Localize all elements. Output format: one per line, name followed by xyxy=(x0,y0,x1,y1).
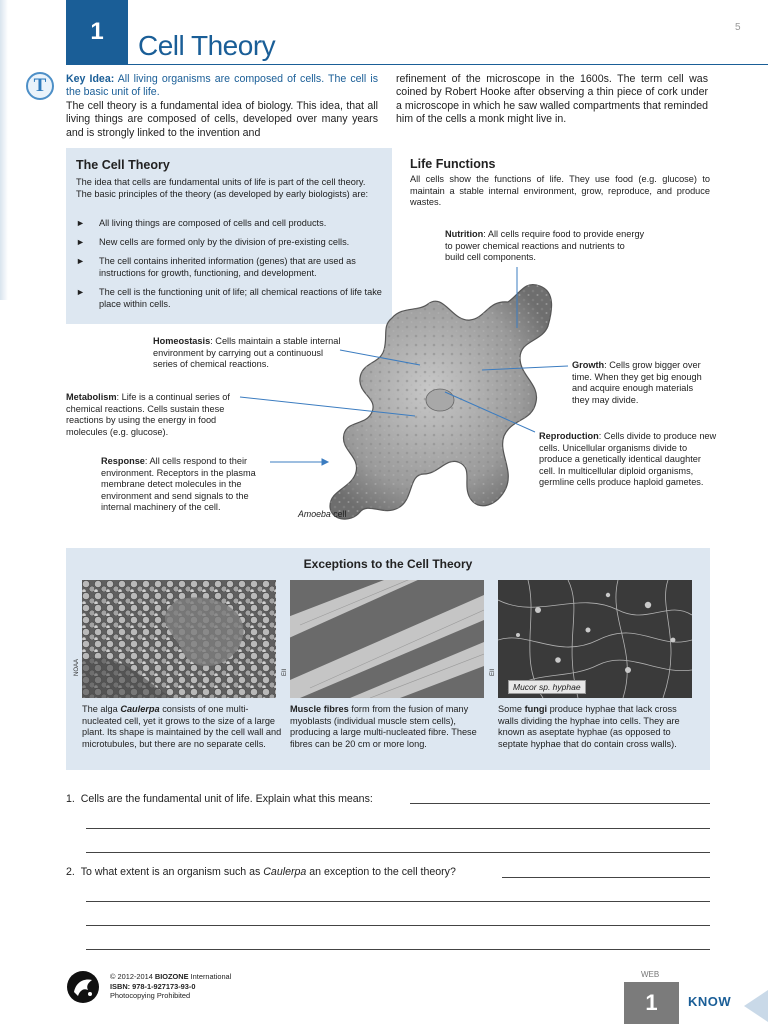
question-text: Cells are the fundamental unit of life. Explain what this means: xyxy=(80,793,373,805)
caulerpa-caption-pre: The alga xyxy=(82,704,121,714)
page-corner-decoration xyxy=(744,990,768,1022)
cell-theory-heading: The Cell Theory xyxy=(76,158,170,172)
bullet-arrow-icon: ► xyxy=(76,287,85,297)
cell-theory-intro: The idea that cells are fundamental units of life is part of the cell theory. The basic principles of the theory (as developed by early biologists) are: xyxy=(76,177,369,199)
fungi-caption-post: produce hyphae that lack cross walls dividing the hyphae into cells. They are known as aseptate hyphae (as opposed to septate hyphae that do contain cross walls). xyxy=(498,704,680,749)
answer-line[interactable] xyxy=(410,803,710,804)
life-functions-text: All cells show the functions of life. They use food (e.g. glucose) to maintain a stable internal environment, grow, reproduce, and produce wastes. xyxy=(410,174,710,207)
muscle-caption xyxy=(290,704,490,750)
amoeba-caption xyxy=(298,509,346,521)
question-text-pre: To what extent is an organism such as xyxy=(80,866,264,878)
response-label: Response xyxy=(101,456,145,466)
tok-t-icon: T xyxy=(26,72,54,100)
caulerpa-caption xyxy=(82,704,282,750)
photo-credit: EII xyxy=(490,668,496,676)
footer-chapter-tab[interactable]: 1 xyxy=(624,982,679,1024)
copyright-pre: © 2012-2014 xyxy=(110,972,155,981)
fungi-caption-pre: Some xyxy=(498,704,525,714)
fungi-caption-bold: fungi xyxy=(524,704,548,714)
footer-copyright xyxy=(110,972,231,1001)
nutrition-label: Nutrition xyxy=(445,229,484,239)
question-number: 2. xyxy=(66,866,75,878)
key-idea-text: All living organisms are composed of cells. The cell is the basic unit of life. xyxy=(66,73,378,99)
muscle-caption-post: form from the fusion of many myoblasts (individual muscle stem cells), producing a large multi-nucleated fibre. These fibres can be 20 cm or more long. xyxy=(290,704,477,749)
growth-annotation xyxy=(572,360,710,406)
question-2 xyxy=(66,866,456,878)
homeostasis-label: Homeostasis xyxy=(153,336,211,346)
answer-line[interactable] xyxy=(86,949,710,950)
intro-paragraph-right: refinement of the microscope in the 1600s. The term cell was coined by Robert Hooke after observing a thin piece of cork under a microscope in which he saw walled compartments that reminded him of the cells a monk might live in. xyxy=(396,73,708,126)
amoeba-caption-suffix: cell xyxy=(330,509,347,519)
answer-line[interactable] xyxy=(86,925,710,926)
amoeba-caption-italic: Amoeba xyxy=(298,509,331,519)
question-text-post: an exception to the cell theory? xyxy=(306,866,456,878)
know-label: KNOW xyxy=(688,994,732,1009)
growth-label: Growth xyxy=(572,360,605,370)
intro-paragraph-left: The cell theory is a fundamental idea of biology. This idea, that all living things are composed of cells, developed over many years and is strongly linked to the invention and xyxy=(66,99,378,139)
isbn: ISBN: 978-1-927173-93-0 xyxy=(110,981,196,991)
page-number: 5 xyxy=(735,22,741,33)
fungi-caption xyxy=(498,704,698,750)
life-functions-heading: Life Functions xyxy=(410,157,496,171)
response-annotation xyxy=(101,456,281,514)
answer-line[interactable] xyxy=(86,901,710,902)
exceptions-heading: Exceptions to the Cell Theory xyxy=(303,557,473,571)
answer-line[interactable] xyxy=(86,828,710,829)
theory-bullet-text: All living things are composed of cells and cell products. xyxy=(99,218,327,228)
caulerpa-caption-bold: Caulerpa xyxy=(120,704,160,714)
answer-line[interactable] xyxy=(86,852,710,853)
page-title: Cell Theory xyxy=(138,30,276,61)
question-text-italic: Caulerpa xyxy=(263,866,307,878)
answer-line[interactable] xyxy=(502,877,710,878)
question-number: 1. xyxy=(66,793,75,805)
response-text: : All cells respond to their environment. Receptors in the plasma membrane detect molecules in the environment and send signals to the internal machinery of the cell. xyxy=(101,456,256,512)
nutrition-text: : All cells require food to provide energy to power chemical reactions and nutrients to build cell components. xyxy=(445,229,645,262)
chapter-number-tab: 1 xyxy=(66,0,128,64)
copyright-brand: BIOZONE xyxy=(154,972,189,981)
reproduction-text: : Cells divide to produce new cells. Unicellular organisms divide to produce a genetically identical daughter cell. In multicellular diploid organisms, germline cells produce haploid gametes. xyxy=(539,431,717,487)
theory-bullet-text: The cell contains inherited information (genes) that are used as instructions for growth, functioning, and development. xyxy=(99,256,356,278)
theory-bullet-text: The cell is the functioning unit of life; all chemical reactions of life take place within cells. xyxy=(99,287,382,309)
nucleus xyxy=(426,389,454,411)
caulerpa-photo xyxy=(82,580,276,698)
reproduction-label: Reproduction xyxy=(539,431,599,441)
homeostasis-annotation xyxy=(153,336,345,371)
metabolism-label: Metabolism xyxy=(66,392,117,402)
question-1 xyxy=(66,793,373,805)
bullet-arrow-icon: ► xyxy=(76,218,85,228)
growth-text: : Cells grow bigger over time. When they get big enough and acquire enough materials they may divide. xyxy=(572,360,702,405)
photo-credit: NOAA xyxy=(74,658,80,676)
copyright-post: International xyxy=(188,972,232,981)
web-label: WEB xyxy=(641,970,660,979)
mucor-photo-label: Mucor sp. hyphae xyxy=(508,680,586,694)
photo-credit: EII xyxy=(282,668,288,676)
metabolism-text: : Life is a continual series of chemical reactions. Cells sustain these reactions by using the energy in food molecules (e.g. glucose). xyxy=(66,392,230,437)
nutrition-annotation xyxy=(445,229,645,264)
biozone-logo-icon xyxy=(66,970,100,1004)
bullet-arrow-icon: ► xyxy=(76,256,85,266)
reproduction-annotation xyxy=(539,431,719,489)
key-idea-label: Key Idea: xyxy=(66,73,115,85)
theory-bullet-text: New cells are formed only by the division of pre-existing cells. xyxy=(99,237,350,247)
photocopy-notice: Photocopying Prohibited xyxy=(110,991,191,1001)
caulerpa-caption-post: consists of one multi-nucleated cell, yet it grows to the size of a large plant. Its shape is maintained by the cell wall and microtubules, but there are no separate cells. xyxy=(82,704,282,749)
homeostasis-text: : Cells maintain a stable internal environment by carrying out a continuousl series of chemical reactions. xyxy=(153,336,341,369)
muscle-fibre-photo xyxy=(290,580,484,698)
muscle-caption-bold: Muscle fibres xyxy=(290,704,349,714)
metabolism-annotation xyxy=(66,392,244,438)
bullet-arrow-icon: ► xyxy=(76,237,85,247)
